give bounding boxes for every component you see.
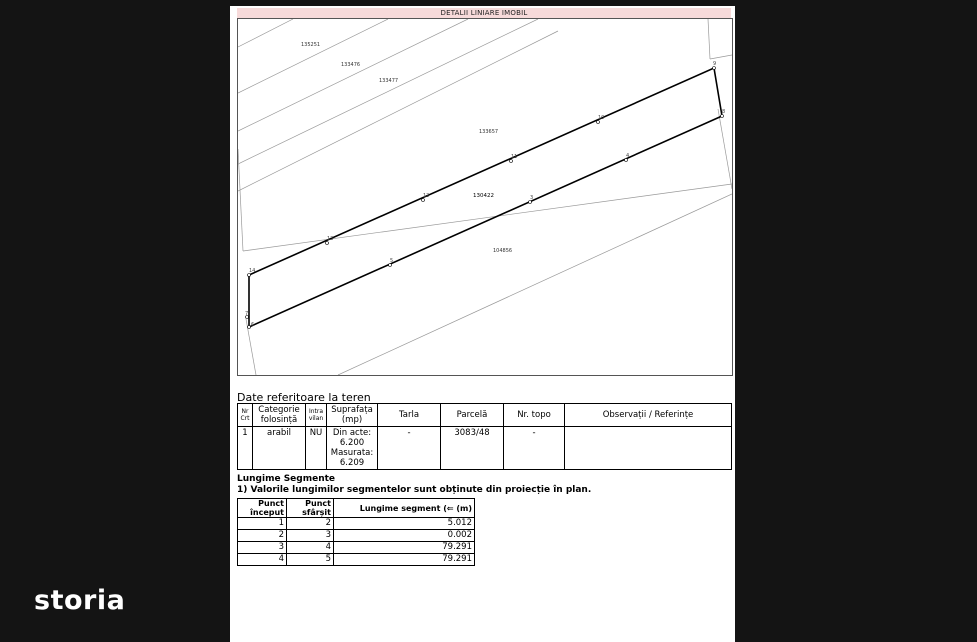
boundary-line	[238, 19, 388, 93]
boundary-line	[718, 109, 732, 189]
point-label: 4	[626, 153, 630, 159]
segmente-title: Lungime Segmente	[237, 474, 336, 484]
boundary-line	[238, 31, 558, 191]
point-label: 6	[251, 322, 255, 328]
boundary-line	[710, 55, 732, 59]
point-label: 5	[390, 258, 394, 264]
col-lungime: Lungime segment (⇐ (m)	[334, 499, 475, 518]
table-row	[238, 427, 732, 470]
cell-lungime: 0.002	[334, 530, 475, 542]
segmente-note: 1) Valorile lungimilor segmentelor sunt obținute din proiecție în plan.	[237, 485, 592, 495]
segmente-table	[237, 498, 475, 566]
col-suprafata: Suprafața (mp)	[327, 404, 378, 427]
point-label: 3	[530, 195, 534, 201]
cell-inceput: 3	[238, 542, 287, 554]
cadastral-plan	[237, 18, 733, 376]
cell-nr: 1	[238, 427, 253, 470]
point-label: 8	[722, 109, 726, 115]
cell-lungime: 79.291	[334, 542, 475, 554]
cell-tarla: -	[378, 427, 441, 470]
point-label: 9	[713, 61, 717, 67]
parcel-label: 133477	[379, 78, 399, 84]
cell-categorie: arabil	[253, 427, 306, 470]
header-title: DETALII LINIARE IMOBIL	[440, 9, 528, 17]
cell-sfarsit: 4	[287, 542, 334, 554]
cell-observatii	[565, 427, 732, 470]
table-row	[238, 518, 475, 530]
col-tarla: Tarla	[378, 404, 441, 427]
cell-inceput: 4	[238, 554, 287, 566]
suprafata-masurata-label: Masurata:	[330, 448, 374, 458]
col-parcela: Parcelă	[441, 404, 504, 427]
teren-table	[237, 403, 732, 470]
col-inceput: Punct început	[238, 499, 287, 518]
point-label: 11	[511, 154, 518, 160]
cell-inceput: 1	[238, 518, 287, 530]
boundary-line	[238, 149, 243, 251]
parcel-label: 133657	[479, 129, 499, 135]
cell-sfarsit: 2	[287, 518, 334, 530]
cell-parcela: 3083/48	[441, 427, 504, 470]
table-row	[238, 530, 475, 542]
point-label: 14	[249, 268, 256, 274]
cell-inceput: 2	[238, 530, 287, 542]
cell-suprafata	[327, 427, 378, 470]
boundary-line	[338, 194, 732, 375]
parcel-label: 135251	[301, 42, 321, 48]
teren-section-title: Date referitoare la teren	[237, 391, 371, 404]
col-intra: Intra vilan	[306, 404, 327, 427]
table-row	[238, 554, 475, 566]
cell-lungime: 5.012	[334, 518, 475, 530]
cell-lungime: 79.291	[334, 554, 475, 566]
table-row	[238, 542, 475, 554]
col-nr: Nr Crt	[238, 404, 253, 427]
col-categorie: Categorie folosință	[253, 404, 306, 427]
point-label: 7	[245, 311, 249, 317]
boundary-line	[708, 19, 710, 59]
storia-logo: storia	[34, 585, 126, 616]
boundary-line	[238, 19, 538, 164]
suprafata-acte-label: Din acte:	[332, 428, 372, 438]
parcel-label: 104856	[493, 248, 513, 254]
boundary-line	[238, 19, 293, 47]
point-label: 13	[327, 236, 334, 242]
suprafata-acte-value: 6.200	[339, 438, 365, 448]
parcel-label: 130422	[473, 193, 494, 199]
cell-sfarsit: 3	[287, 530, 334, 542]
col-sfarsit: Punct sfârșit	[287, 499, 334, 518]
table-header-row	[238, 499, 475, 518]
cell-intra: NU	[306, 427, 327, 470]
point-label: 12	[423, 193, 430, 199]
table-header-row	[238, 404, 732, 427]
boundary-line	[238, 19, 468, 131]
col-nr-topo: Nr. topo	[504, 404, 565, 427]
col-observatii: Observații / Referințe	[565, 404, 732, 427]
cell-nr-topo: -	[504, 427, 565, 470]
parcel-label: 133476	[341, 62, 361, 68]
plan-drawing	[238, 19, 732, 375]
suprafata-masurata-value: 6.209	[339, 458, 365, 468]
document-page	[230, 6, 735, 642]
point-label: 10	[598, 115, 605, 121]
cell-sfarsit: 5	[287, 554, 334, 566]
